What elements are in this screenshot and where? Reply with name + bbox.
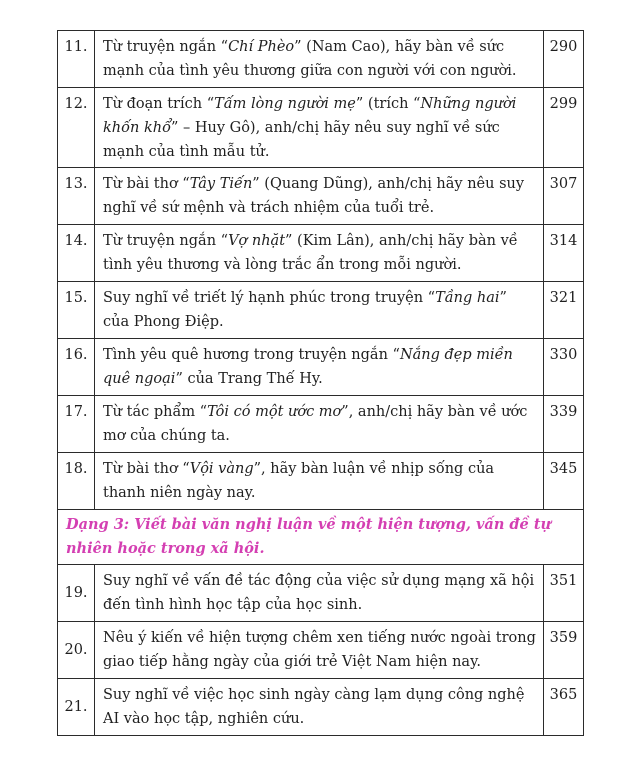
item-number: 18. xyxy=(58,453,95,510)
work-title: Tôi có một ước mơ xyxy=(207,404,342,420)
table-row xyxy=(58,168,584,225)
table-row xyxy=(58,225,584,282)
item-page: 314 xyxy=(544,225,584,282)
item-page: 307 xyxy=(544,168,584,225)
work-title: Tấm lòng người mẹ xyxy=(214,96,356,112)
item-description: Suy nghĩ về việc học sinh ngày càng lạm dụng công nghệ AI vào học tập, nghiên cứu. xyxy=(95,679,544,736)
item-number: 11. xyxy=(58,31,95,88)
item-number: 12. xyxy=(58,88,95,168)
item-page: 290 xyxy=(544,31,584,88)
work-title: Tầng hai xyxy=(435,290,500,306)
item-number: 20. xyxy=(58,622,95,679)
table-row xyxy=(58,282,584,339)
item-number: 13. xyxy=(58,168,95,225)
work-title: Nắng đẹp miền quê ngoại xyxy=(103,347,513,387)
item-page: 339 xyxy=(544,396,584,453)
work-title: Vợ nhặt xyxy=(228,233,286,249)
item-page: 351 xyxy=(544,565,584,622)
table-row xyxy=(58,565,584,622)
work-title: Những người khốn khổ xyxy=(103,96,517,136)
item-number: 17. xyxy=(58,396,95,453)
table-row xyxy=(58,679,584,736)
item-page: 365 xyxy=(544,679,584,736)
table-of-contents xyxy=(57,30,584,736)
item-description: Từ bài thơ “Vội vàng”, hãy bàn luận về nhịp sống của thanh niên ngày nay. xyxy=(95,453,544,510)
item-page: 299 xyxy=(544,88,584,168)
work-title: Chí Phèo xyxy=(228,39,295,55)
table-row xyxy=(58,622,584,679)
item-description: Nêu ý kiến về hiện tượng chêm xen tiếng nước ngoài trong giao tiếp hằng ngày của giới trẻ Việt Nam hiện nay. xyxy=(95,622,544,679)
table-row xyxy=(58,31,584,88)
table-row xyxy=(58,88,584,168)
item-number: 14. xyxy=(58,225,95,282)
item-page: 321 xyxy=(544,282,584,339)
item-number: 16. xyxy=(58,339,95,396)
item-description: Suy nghĩ về vấn đề tác động của việc sử dụng mạng xã hội đến tình hình học tập của học sinh. xyxy=(95,565,544,622)
item-description: Từ truyện ngắn “Chí Phèo” (Nam Cao), hãy bàn về sức mạnh của tình yêu thương giữa con người với con người. xyxy=(95,31,544,88)
item-description: Từ tác phẩm “Tôi có một ước mơ”, anh/chị hãy bàn về ước mơ của chúng ta. xyxy=(95,396,544,453)
item-description: Từ bài thơ “Tây Tiến” (Quang Dũng), anh/chị hãy nêu suy nghĩ về sứ mệnh và trách nhiệm của tuổi trẻ. xyxy=(95,168,544,225)
item-description: Suy nghĩ về triết lý hạnh phúc trong truyện “Tầng hai” của Phong Điệp. xyxy=(95,282,544,339)
item-page: 359 xyxy=(544,622,584,679)
work-title: Vội vàng xyxy=(189,461,254,477)
table-row xyxy=(58,339,584,396)
item-number: 15. xyxy=(58,282,95,339)
item-description: Từ truyện ngắn “Vợ nhặt” (Kim Lân), anh/chị hãy bàn về tình yêu thương và lòng trắc ẩn trong mỗi người. xyxy=(95,225,544,282)
work-title: Tây Tiến xyxy=(189,176,253,192)
item-number: 19. xyxy=(58,565,95,622)
table-row xyxy=(58,453,584,510)
item-description: Từ đoạn trích “Tấm lòng người mẹ” (trích “Những người khốn khổ” – Huy Gô), anh/chị hãy nêu suy nghĩ về sức mạnh của tình mẫu tử. xyxy=(95,88,544,168)
item-page: 345 xyxy=(544,453,584,510)
section-title: Dạng 3: Viết bài văn nghị luận về một hiện tượng, vấn đề tự nhiên hoặc trong xã hội. xyxy=(58,510,584,565)
item-number: 21. xyxy=(58,679,95,736)
item-page: 330 xyxy=(544,339,584,396)
item-description: Tình yêu quê hương trong truyện ngắn “Nắng đẹp miền quê ngoại” của Trang Thế Hy. xyxy=(95,339,544,396)
table-row xyxy=(58,396,584,453)
section-header-row xyxy=(58,510,584,565)
